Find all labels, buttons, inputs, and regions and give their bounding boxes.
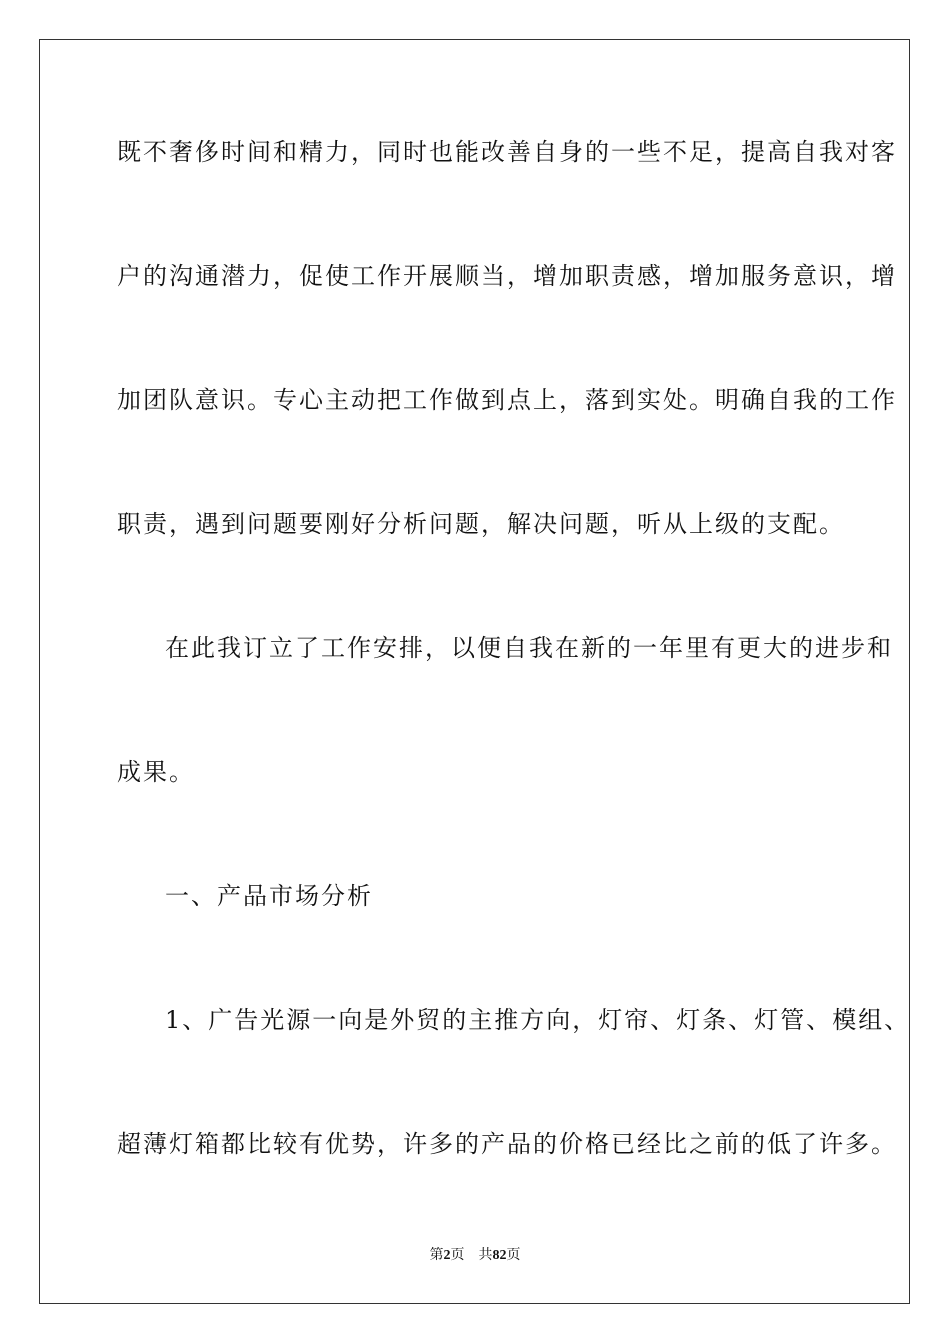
body-text-line-1: 既不奢侈时间和精力，同时也能改善自身的一些不足，提高自我对客 (117, 138, 897, 166)
body-text-line-5: 在此我订立了工作安排，以便自我在新的一年里有更大的进步和 (165, 634, 893, 662)
body-text-line-3: 加团队意识。专心主动把工作做到点上，落到实处。明确自我的工作 (117, 386, 897, 414)
page-suffix: 页 (450, 1248, 465, 1263)
total-pages: 82 (492, 1248, 507, 1263)
body-text-line-2: 户的沟通潜力，促使工作开展顺当，增加职责感，增加服务意识，增 (117, 262, 897, 290)
body-text-line-6: 成果。 (117, 758, 195, 786)
page-footer (0, 1247, 950, 1265)
page-border (39, 39, 910, 1304)
body-text-line-8: 1、广告光源一向是外贸的主推方向，灯帘、灯条、灯管、模组、 (165, 1006, 911, 1034)
page-prefix: 第 (429, 1248, 444, 1263)
body-text-line-4: 职责，遇到问题要刚好分析问题，解决问题，听从上级的支配。 (117, 510, 845, 538)
page-number: 2 (443, 1248, 451, 1263)
total-prefix: 共 (478, 1248, 493, 1263)
section-heading: 一、产品市场分析 (165, 882, 373, 910)
body-text-line-9: 超薄灯箱都比较有优势，许多的产品的价格已经比之前的低了许多。 (117, 1130, 897, 1158)
total-suffix: 页 (506, 1248, 521, 1263)
